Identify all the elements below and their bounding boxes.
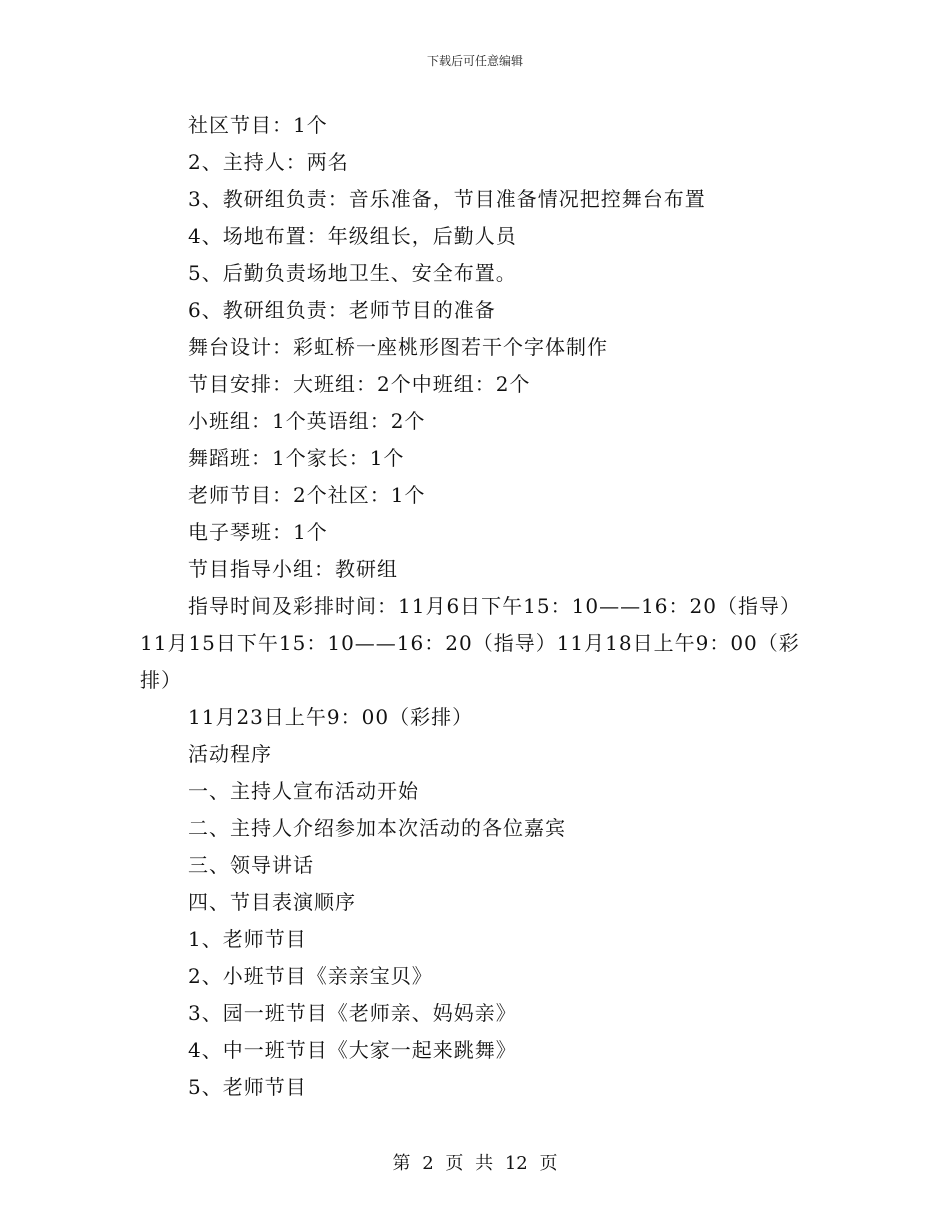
paragraph: 一、主持人宣布活动开始 bbox=[188, 779, 419, 803]
paragraph: 社区节目：1个 bbox=[188, 113, 328, 137]
paragraph: 4、中一班节目《大家一起来跳舞》 bbox=[188, 1038, 517, 1062]
paragraph: 小班组：1个英语组：2个 bbox=[188, 409, 426, 433]
paragraph: 6、教研组负责：老师节目的准备 bbox=[188, 298, 496, 322]
paragraph: 四、节目表演顺序 bbox=[188, 890, 356, 914]
paragraph: 三、领导讲话 bbox=[188, 853, 314, 877]
paragraph: 3、教研组负责：音乐准备，节目准备情况把控舞台布置 bbox=[188, 187, 706, 211]
paragraph: 2、主持人：两名 bbox=[188, 150, 349, 174]
paragraph: 5、后勤负责场地卫生、安全布置。 bbox=[188, 261, 517, 285]
paragraph: 舞台设计：彩虹桥一座桃形图若干个字体制作 bbox=[188, 335, 608, 359]
page-number-footer: 第 2 页 共 12 页 bbox=[392, 1153, 558, 1174]
paragraph: 舞蹈班：1个家长：1个 bbox=[188, 446, 405, 470]
paragraph: 节目指导小组：教研组 bbox=[188, 557, 398, 581]
page-header: 下载后可任意编辑 bbox=[426, 54, 523, 68]
section-heading: 活动程序 bbox=[188, 742, 272, 766]
paragraph: 指导时间及彩排时间：11月6日下午15：10——16：20（指导）11月15日下午15：10——16：20（指导）11月18日上午9：00（彩排） bbox=[140, 594, 801, 692]
paragraph: 电子琴班：1个 bbox=[188, 520, 328, 544]
paragraph: 二、主持人介绍参加本次活动的各位嘉宾 bbox=[188, 816, 566, 840]
paragraph: 5、老师节目 bbox=[188, 1075, 307, 1099]
paragraph: 3、园一班节目《老师亲、妈妈亲》 bbox=[188, 1001, 517, 1025]
paragraph: 2、小班节目《亲亲宝贝》 bbox=[188, 964, 433, 988]
paragraph: 4、场地布置：年级组长，后勤人员 bbox=[188, 224, 517, 248]
document-body bbox=[140, 107, 812, 1106]
paragraph: 节目安排：大班组：2个中班组：2个 bbox=[188, 372, 531, 396]
paragraph: 11月23日上午9：00（彩排） bbox=[188, 705, 474, 729]
paragraph: 老师节目：2个社区：1个 bbox=[188, 483, 426, 507]
paragraph: 1、老师节目 bbox=[188, 927, 307, 951]
